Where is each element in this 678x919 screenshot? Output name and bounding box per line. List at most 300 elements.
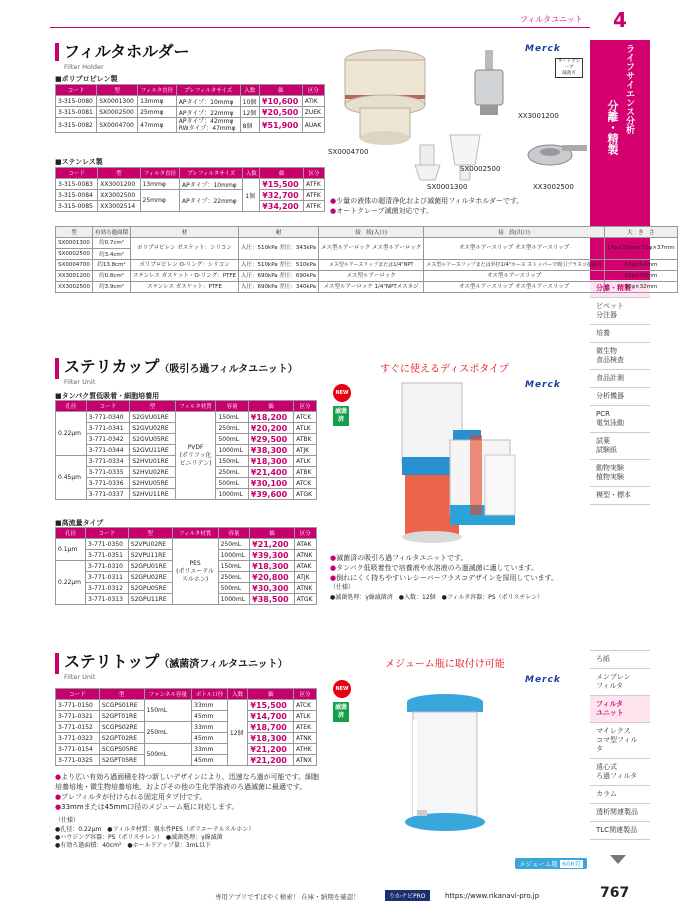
table-row [56,539,317,550]
table-row [56,412,317,423]
cell: ステンレス ガスケット・O-リング：PTFE [131,271,239,282]
cell: 約0.8cm² [93,271,131,282]
cell: S2GVU02RE [130,423,175,434]
steri-h1: ■タンパク質低吸着・細胞培養用 [55,392,160,400]
cell: S2GPT01RE [99,711,144,722]
th: 区分 [302,85,324,96]
spec-text: ●滅菌処理：γ線滅菌済 ●入数：12個 ●フィルタ容器：PS（ポリスチレン） [330,594,544,601]
cell: ¥21,200 [248,744,294,755]
rikanavi-logo: りかナビPRO [385,890,430,901]
spec-label: （仕様） [330,584,355,591]
cell: 3-771-0311 [86,572,129,583]
th: 材 [131,227,239,238]
ss-table [55,167,325,212]
bullet: ●滅菌済の吸引ろ過フィルタユニットです。 [330,554,468,562]
cell: 10個 [240,96,259,107]
new-badge: NEW [333,384,351,402]
cell: ATJK [294,445,317,456]
section2-title [55,358,298,379]
cell: XX3002500 [56,282,93,293]
cell: メス型ルアーロック 1/4"NPTメスネジ [319,282,424,293]
table-row [56,238,678,249]
th: 入数 [243,168,260,179]
bullet-text: オートクレーブ滅菌対応です。 [336,207,434,215]
cell: ATIK [302,96,324,107]
menu-item[interactable]: 模型・標本 [590,487,650,505]
bullet-text: タンパク低吸着性で培養液や水溶液のろ過滅菌に適しています。 [336,564,539,572]
menu2-item[interactable]: 遠心式 ろ過フィルタ [590,759,650,786]
th: フィルタ材質 [172,528,218,539]
cell: S2GPT02RE [99,733,144,744]
cell: S2GVU01RE [130,412,175,423]
th: プレフィルタサイズ [180,168,243,179]
cell: S2GPU11RE [128,594,172,605]
cell: 3-771-0351 [86,550,129,561]
cell: XX3002514 [98,201,140,212]
side-menu-2 [590,650,650,840]
cell: ¥20,500 [259,107,302,118]
merck-logo: Merck [525,675,561,685]
cell: 13mmφ [140,179,180,190]
cell: ¥21,400 [248,467,293,478]
cell: PES (ポリエーテル スルホン) [172,539,218,605]
th: 入数 [240,85,259,96]
cell: ATNK [293,733,316,744]
th: 耐 [239,227,319,238]
bullet-text: 倒れにくく持ちやすいレシーバーフラスコデザインを採用しています。 [336,574,558,582]
th: 有効ろ過面積 [93,227,131,238]
spec-line: ●孔径：0.22μm ●フィルタ材質：親水性PES（ポリエーテルスルホン） [55,826,255,833]
cell: 入圧：690kPa 差圧：690kPa [239,271,319,282]
bullet-text: 33mmまたは45mm口径のメジューム瓶に対応します。 [61,803,239,811]
cell: 3-771-0342 [86,434,130,445]
cell: ATNK [294,583,316,594]
cell: 33mm [192,744,228,755]
medium-tag-label: メジューム瓶 [519,860,558,868]
cell: SX0002500 [97,107,138,118]
cell: S2GPU02RE [128,572,172,583]
cell: ¥15,500 [248,700,294,711]
cell: SCGPS05RE [99,744,144,755]
cell: XX3002500 [98,190,140,201]
cell: ポリプロピレン ガスケット：シリコン [131,238,239,260]
cell: ¥10,600 [259,96,302,107]
cell: SCGPS01RE [99,700,144,711]
steritop-catch: メジューム瓶に取付け可能 [385,659,505,670]
table-row [56,118,325,133]
cell: 約3.9cm² [93,282,131,293]
cell: 33mm [192,722,228,733]
table-row [56,722,317,733]
img-label: SX0001300 [427,183,468,191]
cell: APタイプ：22mmφ [176,107,240,118]
cell: ATBK [294,467,317,478]
table-row [56,107,325,118]
th: 型 [99,689,144,700]
th: 区分 [294,401,317,412]
table-row [56,190,325,201]
cell: 500mL [144,744,192,766]
cell: S2VPU11RE [128,550,172,561]
footer-app-text: 専用アプリですばやく検索！ 在庫・納期を確認！ [215,893,360,901]
menu2-item[interactable]: ろ紙 [590,651,650,669]
cell: 25mmφ [140,190,180,212]
cell: AUAK [302,118,324,133]
cell: ZUEK [302,107,324,118]
cell: 3-771-0310 [86,561,129,572]
cell: メス型ルアーロック メス型ルアーロック [319,238,424,260]
menu-item[interactable]: 分析機器 [590,388,650,406]
menu-item[interactable]: 試薬 試験紙 [590,433,650,460]
menu2-item[interactable]: メンブレン フィルタ [590,669,650,696]
section3-subtitle: Filter Unit [64,673,96,681]
chapter-number: 4 [590,0,650,40]
bullet-text: プレフィルタが付けられる固定用タブ付です。 [61,793,207,801]
side-text-2: 分離・精製 [606,100,619,155]
cell: 3-315-0082 [56,118,97,133]
cell: 150mL [216,456,248,467]
cell: 17φ×35mm 35φ×37mm [605,238,678,260]
cell: 3-771-0150 [56,700,100,711]
cell: 3-771-0340 [86,412,130,423]
cell: ATLK [294,423,317,434]
cell: ATNX [293,755,316,766]
cell: SX0001300 [56,238,93,249]
menu-item[interactable]: 動物実験 植物実験 [590,460,650,487]
menu2-item[interactable]: TLC関連製品 [590,822,650,840]
cell: ¥30,300 [250,583,294,594]
cell: 3-771-0325 [56,755,100,766]
cell: 33mm [192,700,228,711]
cell: ATJK [294,572,316,583]
merck-logo: Merck [525,380,561,390]
cell: ¥32,700 [260,190,304,201]
cell: 3-771-0350 [86,539,129,550]
cell: 250mL [144,722,192,744]
img-label: SX0004700 [328,148,369,156]
th: 型 [56,227,93,238]
footer-url[interactable]: https://www.rikanavi-pro.jp [445,892,540,900]
cell: 1000mL [216,445,248,456]
cell: 3-771-0337 [86,489,130,500]
cell: ATLK [294,456,317,467]
cell: 3-771-0323 [56,733,100,744]
stericup-table-1 [55,400,317,500]
cell: ¥38,300 [248,445,293,456]
stericup-table-2 [55,527,317,605]
spec-line: ●有効ろ過面積：40cm² ●ホールドアップ量：3mL以下 [55,842,211,849]
side-menu [590,280,650,505]
img-label: XX3001200 [518,112,559,120]
cell: ポリプロピレン O-リング：シリコン [131,260,239,271]
cell: ATAK [294,539,316,550]
cell: 57φ×54mm [605,260,678,271]
cell: 3-771-0321 [56,711,100,722]
menu-item[interactable]: PCR 電気泳動 [590,406,650,433]
th: 区分 [294,528,316,539]
th: フィルタ直径 [138,85,177,96]
cell: 入圧：690kPa 差圧：340kPa [239,282,319,293]
cell: 250mL [216,467,248,478]
cell: 250mL [218,539,250,550]
cell: ¥21,200 [250,539,294,550]
th: フィルタ直径 [140,168,180,179]
img-label: XX3002500 [533,183,574,191]
cell: ATBK [294,434,317,445]
cell: 13mmφ [138,96,177,107]
cell: ¥18,300 [248,733,294,744]
th: 容量 [218,528,250,539]
bullet: ●オートクレーブ滅菌対応です。 [330,207,434,215]
steritop-image [395,680,505,840]
th: コード [86,401,130,412]
cell: 45mm [192,733,228,744]
menu2-item[interactable]: マイレクス コマ型フィルタ [590,723,650,759]
cell: 150mL [216,412,248,423]
cell: 8個 [240,118,259,133]
section1-title: フィルタホルダー [55,43,189,61]
cell: ATGK [294,594,316,605]
th: 容量 [216,401,248,412]
cell: ¥18,300 [250,561,294,572]
menu-item[interactable]: ピペット 分注器 [590,298,650,325]
bullet-text: 滅菌済の吸引ろ過フィルタユニットです。 [336,554,468,562]
cell: APタイプ：10mmφ [180,179,243,190]
bullet: ●33mmまたは45mm口径のメジューム瓶に対応します。 [55,803,239,811]
cell: 500mL [218,583,250,594]
cell: ¥18,700 [248,722,294,733]
cell: 3-315-0085 [56,201,98,212]
table-row [56,179,325,190]
cell: 250mL [218,572,250,583]
cell: ATCK [294,412,317,423]
cell: 25mmφ [138,107,177,118]
steri-h2: ■高流量タイプ [55,519,104,527]
th: コード [56,689,100,700]
th: 接 続(入口) [319,227,424,238]
section1-subtitle: Filter Holder [64,63,104,71]
sterile-badge: 滅菌済 [333,702,349,722]
cell: S2GVU05RE [130,434,175,445]
bullet: ●タンパク低吸着性で培養液や水溶液のろ過滅菌に適しています。 [330,564,539,572]
cell: SX0002500 [56,249,93,260]
cell: APタイプ：22mmφ [180,190,243,212]
cell: 3-315-0083 [56,179,98,190]
th: 孔径 [56,528,86,539]
cell: ¥18,200 [248,412,293,423]
th: ファンネル容量 [144,689,192,700]
cell: 3-771-0344 [86,445,130,456]
cell: S2GPU01RE [128,561,172,572]
img-label: SX0002500 [460,165,501,173]
ss-heading: ■ステンレス製 [55,158,103,166]
cell: S2VPU02RE [128,539,172,550]
cell: ステンレス ガスケット：PTFE [131,282,239,293]
menu-item[interactable]: 食品計測 [590,370,650,388]
bullet: ●少量の液体の超清浄化および滅菌用フィルタホルダーです。 [330,197,524,205]
cell: S2HVU02RE [130,467,175,478]
merck-logo: Merck [525,44,561,54]
cell: 3-315-0081 [56,107,97,118]
th: 型 [130,401,175,412]
cell: 150mL [144,700,192,722]
cell: 入圧：510kPa 差圧：510kPa [239,260,319,271]
sec2-bullets [330,553,558,603]
menu-item[interactable]: 微生物 食品検査 [590,343,650,370]
cell: 3-771-0152 [56,722,100,733]
cell: メス型ルアースリップまたは1/4"NPT [319,260,424,271]
menu-item[interactable]: 分離・精製 [590,280,650,298]
sterile-badge: 滅菌済 [333,406,349,426]
stericup-catch: すぐに使えるディスポタイプ [380,364,509,375]
spec-label: （仕様） [55,817,80,824]
new-badge: NEW [333,680,351,698]
th: 入数 [227,689,248,700]
cell: ¥15,500 [260,179,304,190]
cell: 150mL [218,561,250,572]
cell: APタイプ：42mmφ RWタイプ：47mmφ [176,118,240,133]
th: 孔径 [56,401,87,412]
cell: 12個 [240,107,259,118]
th: 価 [259,85,302,96]
cell: メス型ルアーロック [319,271,424,282]
cell: ATHK [293,744,316,755]
th: ボトル口径 [192,689,228,700]
th: 区分 [304,168,325,179]
pp-heading: ■ポリプロピレン製 [55,75,118,83]
cell: オス型ルアースリップ オス型ルアースリップ [424,282,605,293]
menu2-item[interactable]: カラム [590,786,650,804]
cell: 3-771-0313 [86,594,129,605]
cell: ATFK [304,190,325,201]
cell: 45mm [192,711,228,722]
title-sub: （吸引ろ過フィルタユニット） [159,364,298,375]
bullet: ●より広い有効ろ過面積を持つ新しいデザインにより、迅速なろ過が可能です。細胞培養培地・微生物培養培地、およびその他の生化学溶液のろ過滅菌に最適です。 [55,773,320,791]
cell: ¥18,300 [248,456,293,467]
cell: ¥34,200 [260,201,304,212]
cell: 32φ×32mm [605,282,678,293]
th: フィルタ材質 [175,401,216,412]
sec1-bullets [330,196,523,216]
steritop-table [55,688,317,766]
th: コード [56,168,98,179]
cell: 3-771-0336 [86,478,130,489]
table-row [56,700,317,711]
stericup-image [360,375,585,545]
cell: ¥20,200 [248,423,293,434]
cell: S2HVU01RE [130,456,175,467]
cell: S2GVU11RE [130,445,175,456]
cell: 3-771-0334 [86,456,130,467]
th: 区分 [293,689,316,700]
menu2-item[interactable]: 透析関連製品 [590,804,650,822]
cell: ¥39,300 [250,550,294,561]
menu2-item[interactable]: フィルタ ユニット [590,696,650,723]
title-sub: （滅菌済フィルタユニット） [159,659,288,670]
cell: PVDF (ポリフッ化 ビニリデン) [175,412,216,500]
cell: ¥20,800 [250,572,294,583]
cell: 0.22μm [56,412,87,456]
cell: ¥21,200 [248,755,294,766]
cell: 約13.8cm² [93,260,131,271]
autoclave-badge: オートクレーブ 滅菌可 [555,58,583,78]
cell: ATFK [304,179,325,190]
section3-title [55,653,288,674]
cell: ATAK [294,561,316,572]
cell: XX3001200 [98,179,140,190]
th: コード [56,85,97,96]
cell: ATCK [294,478,317,489]
cell: APタイプ：10mmφ [176,96,240,107]
cell: XX3001200 [56,271,93,282]
th: 価 [260,168,304,179]
cell: 3-771-0312 [86,583,129,594]
cell: 3-771-0335 [86,467,130,478]
cell: 45mm [192,755,228,766]
bullet: ●倒れにくく持ちやすいレシーバーフラスコデザインを採用しています。 [330,574,558,582]
cell: ¥30,100 [248,478,293,489]
medium-page[interactable]: 608頁 [561,860,581,868]
cell: SX0004700 [56,260,93,271]
cell: S2HVU11RE [130,489,175,500]
spec-line: ●ハウジング容器：PS（ポリスチレン） ●滅菌処理：γ線滅菌 [55,834,223,841]
cell: 16φ×33mm [605,271,678,282]
cell: ATLK [293,711,316,722]
cell: 3-315-0084 [56,190,98,201]
cell: 約3.4cm² [93,249,131,260]
cell: ATCK [293,700,316,711]
cell: 1000mL [216,489,248,500]
th: 接 続(出口) [424,227,605,238]
cell: ¥29,500 [248,434,293,445]
sec3-bullets [55,772,323,850]
side-text-1: ライフサイエンス分析 [624,44,634,134]
cell: 500mL [216,434,248,445]
cell: SX0001300 [97,96,138,107]
cell: 入圧：510kPa 差圧：343kPa [239,238,319,260]
cell: S2HVU05RE [130,478,175,489]
th: 大 き さ [605,227,678,238]
menu-item[interactable]: 培養 [590,325,650,343]
cell: 約0.7cm² [93,238,131,249]
scroll-down-icon[interactable] [610,855,626,864]
th: コード [86,528,129,539]
category-label: フィルタユニット [520,15,583,24]
cell: ATFK [304,201,325,212]
page-number: 767 [600,885,630,901]
cell: 0.1μm [56,539,86,561]
cell: 3-771-0154 [56,744,100,755]
th: 型 [98,168,140,179]
cell: S2GPU05RE [128,583,172,594]
cell: 12個 [227,700,248,766]
spec-table [55,226,678,293]
cell: 3-315-0080 [56,96,97,107]
section2-subtitle: Filter Unit [64,378,96,386]
header-rule [50,27,590,28]
cell: S2GPT05RE [99,755,144,766]
cell: オス型ルアースリップ オス型ルアースリップ [424,238,605,260]
cell: ¥39,600 [248,489,293,500]
th: 価 [248,689,294,700]
cell: 0.22μm [56,561,86,605]
table-row [56,271,678,282]
pp-table [55,84,325,133]
cell: ATGK [294,489,317,500]
title-main: ステリトップ [64,652,160,671]
cell: SCGPS02RE [99,722,144,733]
table-row [56,260,678,271]
